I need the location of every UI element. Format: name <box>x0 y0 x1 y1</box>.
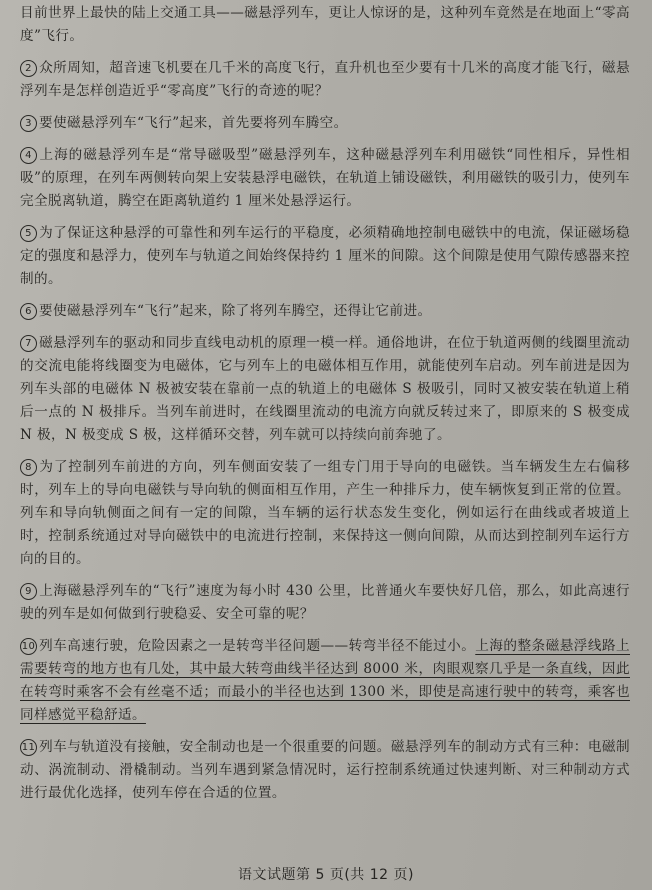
paragraph <box>20 144 630 213</box>
paragraph-number: 6 <box>20 303 37 320</box>
paragraph-number: 7 <box>20 335 37 352</box>
paragraph-text: 要使磁悬浮列车“飞行”起来，除了将列车腾空，还得让它前进。 <box>39 303 432 319</box>
paragraph-number: 10 <box>20 638 37 655</box>
paragraph-text: 为了保证这种悬浮的可靠性和列车运行的平稳度，必须精确地控制电磁铁中的电流，保证磁场稳定的强度和悬浮力，使列车与轨道之间始终保持约 1 厘米的间隙。这个间隙是使用气隙传感器来控制的。 <box>20 225 630 287</box>
paragraph-number: 8 <box>20 459 37 476</box>
paragraph <box>20 112 630 135</box>
paragraph <box>20 300 630 323</box>
paragraph-text: 为了控制列车前进的方向，列车侧面安装了一组专门用于导向的电磁铁。当车辆发生左右偏移时，列车上的导向电磁铁与导向轨的侧面相互作用，产生一种排斥力，使车辆恢复到正常的位置。列车和导向轨侧面之间有一定的间隙，当车辆的运行状态发生变化，例如运行在曲线或者坡道上时，控制系统通过对导向磁铁中的电流进行控制，来保持这一侧向间隙，从而达到控制列车运行方向的目的。 <box>20 459 630 567</box>
paragraph <box>20 736 630 805</box>
paragraph <box>20 57 630 103</box>
paragraph-text: 目前世界上最快的陆上交通工具——磁悬浮列车，更让人惊讶的是，这种列车竟然是在地面上“零高度”飞行。 <box>20 5 630 44</box>
paragraph-text: 列车高速行驶，危险因素之一是转弯半径问题——转弯半径不能过小。 <box>39 638 476 654</box>
paragraph-number: 11 <box>20 739 37 756</box>
paragraph <box>20 2 630 48</box>
paragraph <box>20 456 630 571</box>
paragraph-text: 磁悬浮列车的驱动和同步直线电动机的原理一模一样。通俗地讲，在位于轨道两侧的线圈里流动的交流电能将线圈变为电磁体，它与列车上的电磁体相互作用，就能使列车启动。列车前进是因为列车头部的电磁体 N 极被安装在靠前一点的轨道上的电磁体 S 极吸引，同时又被安装在轨道上稍后一点的 N 极排斥。当列车前进时，在线圈里流动的电流方向就反转过来了，即原来的 S 极变成 N 极，N 极变成 S 极，这样循环交替，列车就可以持续向前奔驰了。 <box>20 335 630 443</box>
paragraph-number: 3 <box>20 115 37 132</box>
paragraph-text: 列车与轨道没有接触，安全制动也是一个很重要的问题。磁悬浮列车的制动方式有三种：电磁制动、涡流制动、滑橇制动。当列车遇到紧急情况时，运行控制系统通过快速判断、对三种制动方式进行最优化选择，使列车停在合适的位置。 <box>20 739 630 801</box>
paragraph-number: 2 <box>20 60 37 77</box>
paragraph <box>20 222 630 291</box>
paragraph-text: 上海的磁悬浮列车是“常导磁吸型”磁悬浮列车，这种磁悬浮列车利用磁铁“同性相斥，异性相吸”的原理，在列车两侧转向架上安装悬浮电磁铁，在轨道上铺设磁铁，利用磁铁的吸引力，使列车完全脱离轨道，腾空在距离轨道约 1 厘米处悬浮运行。 <box>20 147 630 209</box>
underlined-sentence: 上海的整条磁悬浮线路上需要转弯的地方也有几处，其中最大转弯曲线半径达到 8000 米，肉眼观察几乎是一条直线，因此在转弯时乘客不会有丝毫不适；而最小的半径也达到 1300 米，即使是高速行驶中的转弯，乘客也同样感觉平稳舒适。 <box>20 638 630 723</box>
article-body <box>20 2 630 805</box>
paragraph-text: 众所周知，超音速飞机要在几千米的高度飞行，直升机也至少要有十几米的高度才能飞行，磁悬浮列车是怎样创造近乎“零高度”飞行的奇迹的呢？ <box>20 60 630 99</box>
paragraph <box>20 580 630 626</box>
paragraph-number: 9 <box>20 583 37 600</box>
paragraph-number: 4 <box>20 147 37 164</box>
paragraph-number: 5 <box>20 225 37 242</box>
paragraph <box>20 635 630 727</box>
page-footer: 语文试题第 5 页(共 12 页) <box>238 867 414 883</box>
paragraph-text: 要使磁悬浮列车“飞行”起来，首先要将列车腾空。 <box>39 115 348 131</box>
paragraph-text: 上海磁悬浮列车的“飞行”速度为每小时 430 公里，比普通火车要快好几倍，那么，如此高速行驶的列车是如何做到行驶稳妥、安全可靠的呢？ <box>20 583 630 622</box>
paragraph <box>20 332 630 447</box>
